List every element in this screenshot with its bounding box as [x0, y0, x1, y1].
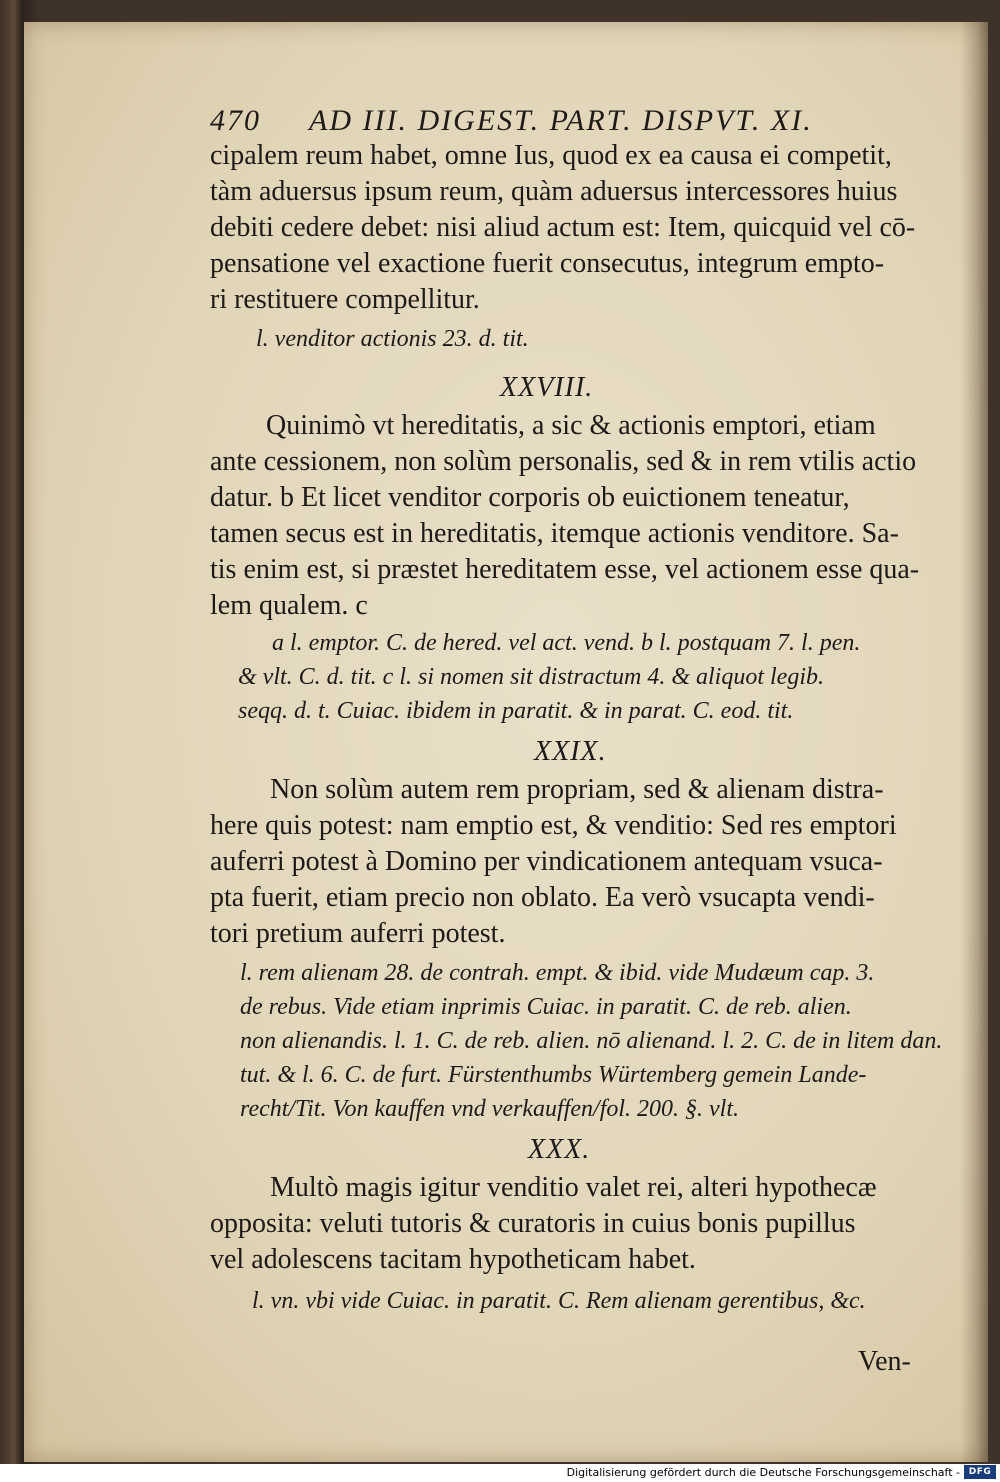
page-number: 470: [210, 104, 261, 137]
running-head: AD III. DIGEST. PART. DISPVT. XI.: [309, 104, 813, 137]
citation-note: a l. emptor. C. de hered. vel act. vend. b l. postquam 7. l. pen.: [272, 630, 861, 656]
citation-note: & vlt. C. d. tit. c l. si nomen sit distractum 4. & aliquot legib.: [238, 664, 824, 690]
section-heading: XXVIII.: [500, 372, 594, 403]
text-line: datur. b Et licet venditor corporis ob euictionem teneatur,: [210, 482, 850, 513]
digitization-credit: Digitalisierung gefördert durch die Deutsche Forschungsgemeinschaft -: [566, 1466, 960, 1479]
catchword: Ven-: [858, 1346, 911, 1377]
text-line: vel adolescens tacitam hypotheticam habet.: [210, 1244, 696, 1275]
text-line: pensatione vel exactione fuerit consecutus, integrum empto-: [210, 248, 885, 279]
citation-note: tut. & l. 6. C. de furt. Fürstenthumbs Würtemberg gemein Lande-: [240, 1062, 867, 1088]
citation-note: l. venditor actionis 23. d. tit.: [256, 326, 529, 352]
citation-note: de rebus. Vide etiam inprimis Cuiac. in paratit. C. de reb. alien.: [240, 994, 852, 1020]
text-line: tamen secus est in hereditatis, itemque actionis venditore. Sa-: [210, 518, 899, 549]
text-line: tàm aduersus ipsum reum, quàm aduersus intercessores huius: [210, 176, 898, 207]
citation-note: l. vn. vbi vide Cuiac. in paratit. C. Rem alienam gerentibus, &c.: [252, 1288, 866, 1314]
text-line: cipalem reum habet, omne Ius, quod ex ea causa ei competit,: [210, 140, 892, 171]
text-line: tori pretium auferri potest.: [210, 918, 506, 949]
section-heading: XXX.: [528, 1134, 591, 1165]
text-line: opposita: veluti tutoris & curatoris in cuius bonis pupillus: [210, 1208, 856, 1239]
running-head-line: [210, 104, 813, 138]
citation-note: non alienandis. l. 1. C. de reb. alien. nō alienand. l. 2. C. de in litem dan.: [240, 1028, 943, 1054]
text-line: ri restituere compellitur.: [210, 284, 480, 315]
section-heading: XXIX.: [534, 736, 607, 767]
text-line: pta fuerit, etiam precio non oblato. Ea verò vsucapta vendi-: [210, 882, 875, 913]
text-line: tis enim est, si præstet hereditatem esse, vel actionem esse qua-: [210, 554, 920, 585]
text-line: ante cessionem, non solùm personalis, sed & in rem vtilis actio: [210, 446, 917, 477]
citation-note: recht/Tit. Von kauffen vnd verkauffen/fol. 200. §. vlt.: [240, 1096, 740, 1122]
text-line: Quinimò vt hereditatis, a sic & actionis emptori, etiam: [266, 410, 876, 441]
citation-note: seqq. d. t. Cuiac. ibidem in paratit. & in parat. C. eod. tit.: [238, 698, 794, 724]
text-line: lem qualem. c: [210, 590, 368, 621]
text-line: debiti cedere debet: nisi aliud actum est: Item, quicquid vel cō-: [210, 212, 916, 243]
text-line: here quis potest: nam emptio est, & venditio: Sed res emptori: [210, 810, 897, 841]
text-line: Non solùm autem rem propriam, sed & alienam distra-: [270, 774, 884, 805]
text-line: auferri potest à Domino per vindicationem antequam vsuca-: [210, 846, 883, 877]
dfg-logo-icon: DFG: [964, 1465, 996, 1479]
citation-note: l. rem alienam 28. de contrah. empt. & ibid. vide Mudæum cap. 3.: [240, 960, 875, 986]
text-line: Multò magis igitur venditio valet rei, alteri hypothecæ: [270, 1172, 877, 1203]
